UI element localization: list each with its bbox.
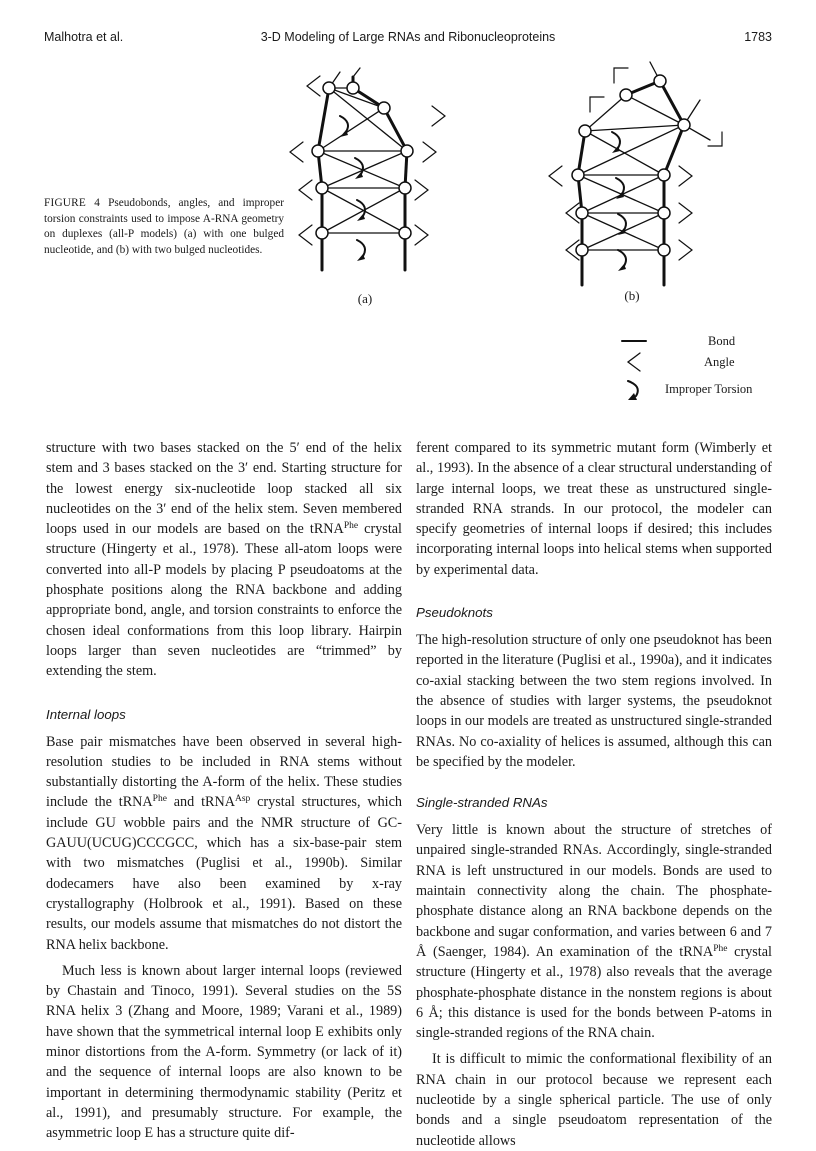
right-column <box>416 438 772 1151</box>
running-header-title: 3-D Modeling of Large RNAs and Ribonucleoproteins <box>260 30 556 44</box>
caption-label: FIGURE 4 <box>44 197 101 209</box>
panel-a-label: (a) <box>357 291 373 306</box>
text-run: structure with two bases stacked on the 5′ end of the helix stem and 3 bases stacked on the 3′ end. Starting structure for the lowest energy six-nucleotide loop stacked all six nucleotides on the 3′ end of the helix stem. Seven membered loops used in our models are based on the tRNA <box>46 440 402 538</box>
paragraph: It is difficult to mimic the conformational flexibility of an RNA chain in our protocol because we represent each nucleotide by a single spherical particle. The use of only bonds and a single pseudoatom representation of the nucleotide allows <box>416 1051 772 1149</box>
section-heading-pseudoknots: Pseudoknots <box>416 605 493 621</box>
left-column <box>46 438 402 1144</box>
legend-torsion-label: Improper Torsion <box>665 382 753 396</box>
text-run: crystal structure (Hingerty et al., 1978). These all-atom loops were converted into all-P models by placing P pseudoatoms at the phosphate positions along the RNA backbone and adding appropriate bond, angle, and torsion constraints to enforce the chosen ideal conformations from this loop library. Hairpin loops larger than seven nucleotides are “trimmed” by extending the stem. <box>46 521 403 680</box>
caption-text: Pseudobonds, angles, and improper torsion constraints used to impose A-RNA geometry on duplexes (all-P models) (a) with one bulged nucleotide, and (b) with two bulged nucleotides. <box>44 197 284 256</box>
paragraph <box>416 820 772 1043</box>
paragraph: The high-resolution structure of only one pseudoknot has been reported in the literature (Puglisi et al., 1990a), and it indicates co-axial stacking between the two stem regions involved. In the absence of studies with larger systems, the pseudoknot loops in our models are treated as unstructured single-stranded RNAs. No co-axiality of helices is assumed, although this can be specified by the modeler. <box>416 632 772 770</box>
paragraph: ferent compared to its symmetric mutant form (Wimberly et al., 1993). In the absence of a clear structural understanding of large internal loops, we treat these as unstructured single-stranded RNA strands. In our protocol, the modeler can specify geometries of internal loops if desired; this includes incorporating internal loops into helical stems when supported by experimental data. <box>416 440 772 578</box>
superscript: Asp <box>234 794 251 805</box>
page-number: 1783 <box>744 30 772 44</box>
legend-bond-label: Bond <box>708 334 736 348</box>
panel-b-diagram <box>549 62 722 285</box>
figure-caption <box>44 196 284 258</box>
paragraph <box>46 732 402 955</box>
legend-angle-label: Angle <box>704 355 735 369</box>
text-run: Base pair mismatches have been observed in several high-resolution studies to be included in RNA stems without substantially distorting the A-form of the helix. These studies include the tRNA <box>46 733 402 811</box>
section-heading-internal-loops: Internal loops <box>46 706 126 722</box>
paragraph: Much less is known about larger internal loops (reviewed by Chastain and Tinoco, 1991). Several studies on the 5S RNA helix 3 (Zhang and Moore, 1989; Varani et al., 1989) have shown that the symmetrical internal loop E exhibits only minor distortions from the A-form. Symmetry (or lack of it) and the sequence of internal loops are also known to be important in determining thermodynamic stability (Peritz et al., 1991), and presumably structure. For example, the asymmetric loop E has a structure quite dif- <box>46 962 402 1142</box>
section-heading-single-stranded: Single-stranded RNAs <box>416 795 548 811</box>
running-header-authors: Malhotra et al. <box>44 30 124 44</box>
text-run: Very little is known about the structure of stretches of unpaired single-stranded RNAs. Accordingly, single-stranded RNA is left unstructured in our models. Bonds are used to maintain connectivity along the chain. The phosphate-phosphate distance along an RNA backbone depends on the backbone and sugar conformation, and varies between 6 and 7 Å (Saenger, 1984). An examination of the tRNA <box>416 822 772 960</box>
superscript: Phe <box>152 794 167 805</box>
panel-b-label: (b) <box>624 288 640 303</box>
text-run: crystal structures, which include GU wobble pairs and the NMR structure of GC-GAUU(UCUG)CCCGCC, which has a six-base-pair stem with two mismatches (Puglisi et al., 1990b). Similar dodecamers have also been examined by x-ray crystallography (Holbrook et al., 1991). Based on these results, our models assume that mismatches do not distort the RNA helix backbone. <box>46 794 402 953</box>
text-run: crystal structure (Hingerty et al., 1978) also reveals that the average phosphate-phosphate distance in the nonstem regions is about 6 Å; this distance is used for the bonds between P-atoms in single-stranded regions of the RNA chain. <box>416 943 772 1042</box>
superscript: Phe <box>343 521 359 532</box>
paragraph <box>46 438 402 682</box>
text-run: and tRNA <box>166 794 235 811</box>
superscript: Phe <box>713 943 728 954</box>
panel-a-diagram <box>290 68 445 270</box>
legend-torsion-symbol <box>628 381 638 396</box>
legend-angle-symbol <box>628 353 640 371</box>
